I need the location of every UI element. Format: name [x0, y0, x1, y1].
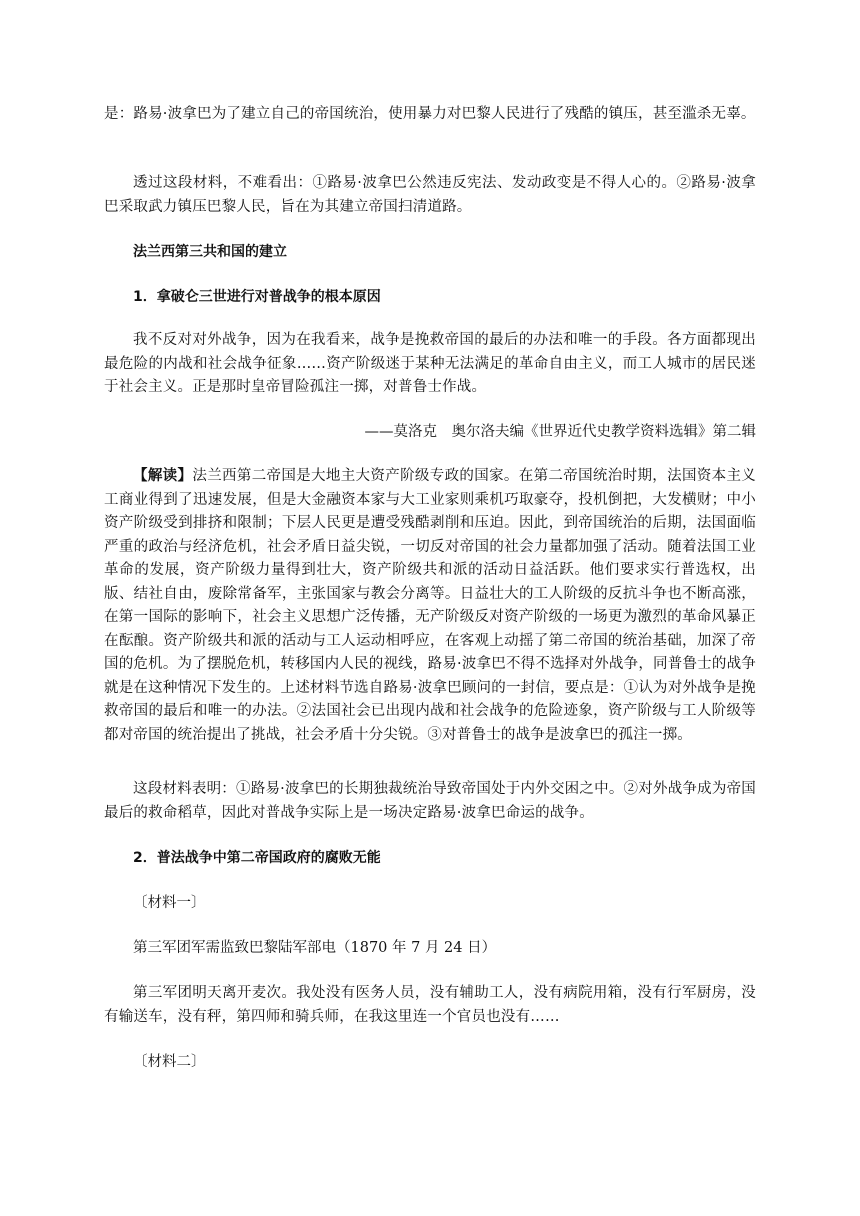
paragraph-conclusion-war: 这段材料表明：①路易·波拿巴的长期独裁统治导致帝国处于内外交困之中。②对外战争成为帝国最后的救命稻草，因此对普战争实际上是一场决定路易·波拿巴命运的战争。 [104, 781, 756, 821]
telegram-title: 第三军团军需监致巴黎陆军部电（1870 年 7 月 24 日） [133, 940, 497, 956]
quote-paragraph: 我不反对对外战争，因为在我看来，战争是挽救帝国的最后的办法和唯一的手段。各方面都现出最危险的内战和社会战争征象……资产阶级迷于某种无法满足的革命自由主义，而工人城市的居民迷于社会主义。正是那时皇帝冒险孤注一掷，对普鲁士作战。 [104, 332, 756, 395]
subsection-title-2: 2．普法战争中第二帝国政府的腐败无能 [133, 850, 381, 866]
material-two-label: 〔材料二〕 [133, 1054, 206, 1070]
paragraph-continuation: 是：路易·波拿巴为了建立自己的帝国统治，使用暴力对巴黎人民进行了残酷的镇压，甚至滥杀无辜。 [104, 106, 756, 122]
quote-source: ——莫洛克 奥尔洛夫编《世界近代史教学资料选辑》第二辑 [364, 424, 756, 440]
analysis-lead: 【解读】 [133, 468, 193, 484]
telegram-body: 第三军团明天离开麦次。我处没有医务人员，没有辅助工人，没有病院用箱，没有行军厨房，没有输送车，没有秤，第四师和骑兵师，在我这里连一个官员也没有…… [104, 985, 756, 1025]
material-one-label: 〔材料一〕 [133, 895, 206, 911]
paragraph-conclusion-coup: 透过这段材料，不难看出：①路易·波拿巴公然违反宪法、发动政变是不得人心的。②路易·波拿巴采取武力镇压巴黎人民，旨在为其建立帝国扫清道路。 [104, 175, 756, 215]
subsection-title-1: 1．拿破仑三世进行对普战争的根本原因 [133, 289, 381, 305]
analysis-paragraph [104, 465, 756, 747]
analysis-body: 法兰西第二帝国是大地主大资产阶级专政的国家。在第二帝国统治时期，法国资本主义工商业得到了迅速发展，但是大金融资本家与大工业家则乘机巧取豪夺，投机倒把，大发横财；中小资产阶级受到排挤和限制；下层人民更是遭受残酷剥削和压迫。因此，到帝国统治的后期，法国面临严重的政治与经济危机，社会矛盾日益尖锐，一切反对帝国的社会力量都加强了活动。随着法国工业革命的发展，资产阶级力量得到壮大，资产阶级共和派的活动日益活跃。他们要求实行普选权，出版、结社自由，废除常备军，主张国家与教会分离等。日益壮大的工人阶级的反抗斗争也不断高涨，在第一国际的影响下，社会主义思想广泛传播，无产阶级反对资产阶级的一场更为激烈的革命风暴正在酝酿。资产阶级共和派的活动与工人运动相呼应，在客观上动摇了第二帝国的统治基础，加深了帝国的危机。为了摆脱危机，转移国内人民的视线，路易·波拿巴不得不选择对外战争，同普鲁士的战争就是在这种情况下发生的。上述材料节选自路易·波拿巴顾问的一封信，要点是：①认为对外战争是挽救帝国的最后和唯一的办法。②法国社会已出现内战和社会战争的危险迹象，资产阶级与工人阶级等都对帝国的统治提出了挑战，社会矛盾十分尖锐。③对普鲁士的战争是波拿巴的孤注一掷。 [104, 468, 756, 743]
section-title: 法兰西第三共和国的建立 [133, 244, 287, 260]
